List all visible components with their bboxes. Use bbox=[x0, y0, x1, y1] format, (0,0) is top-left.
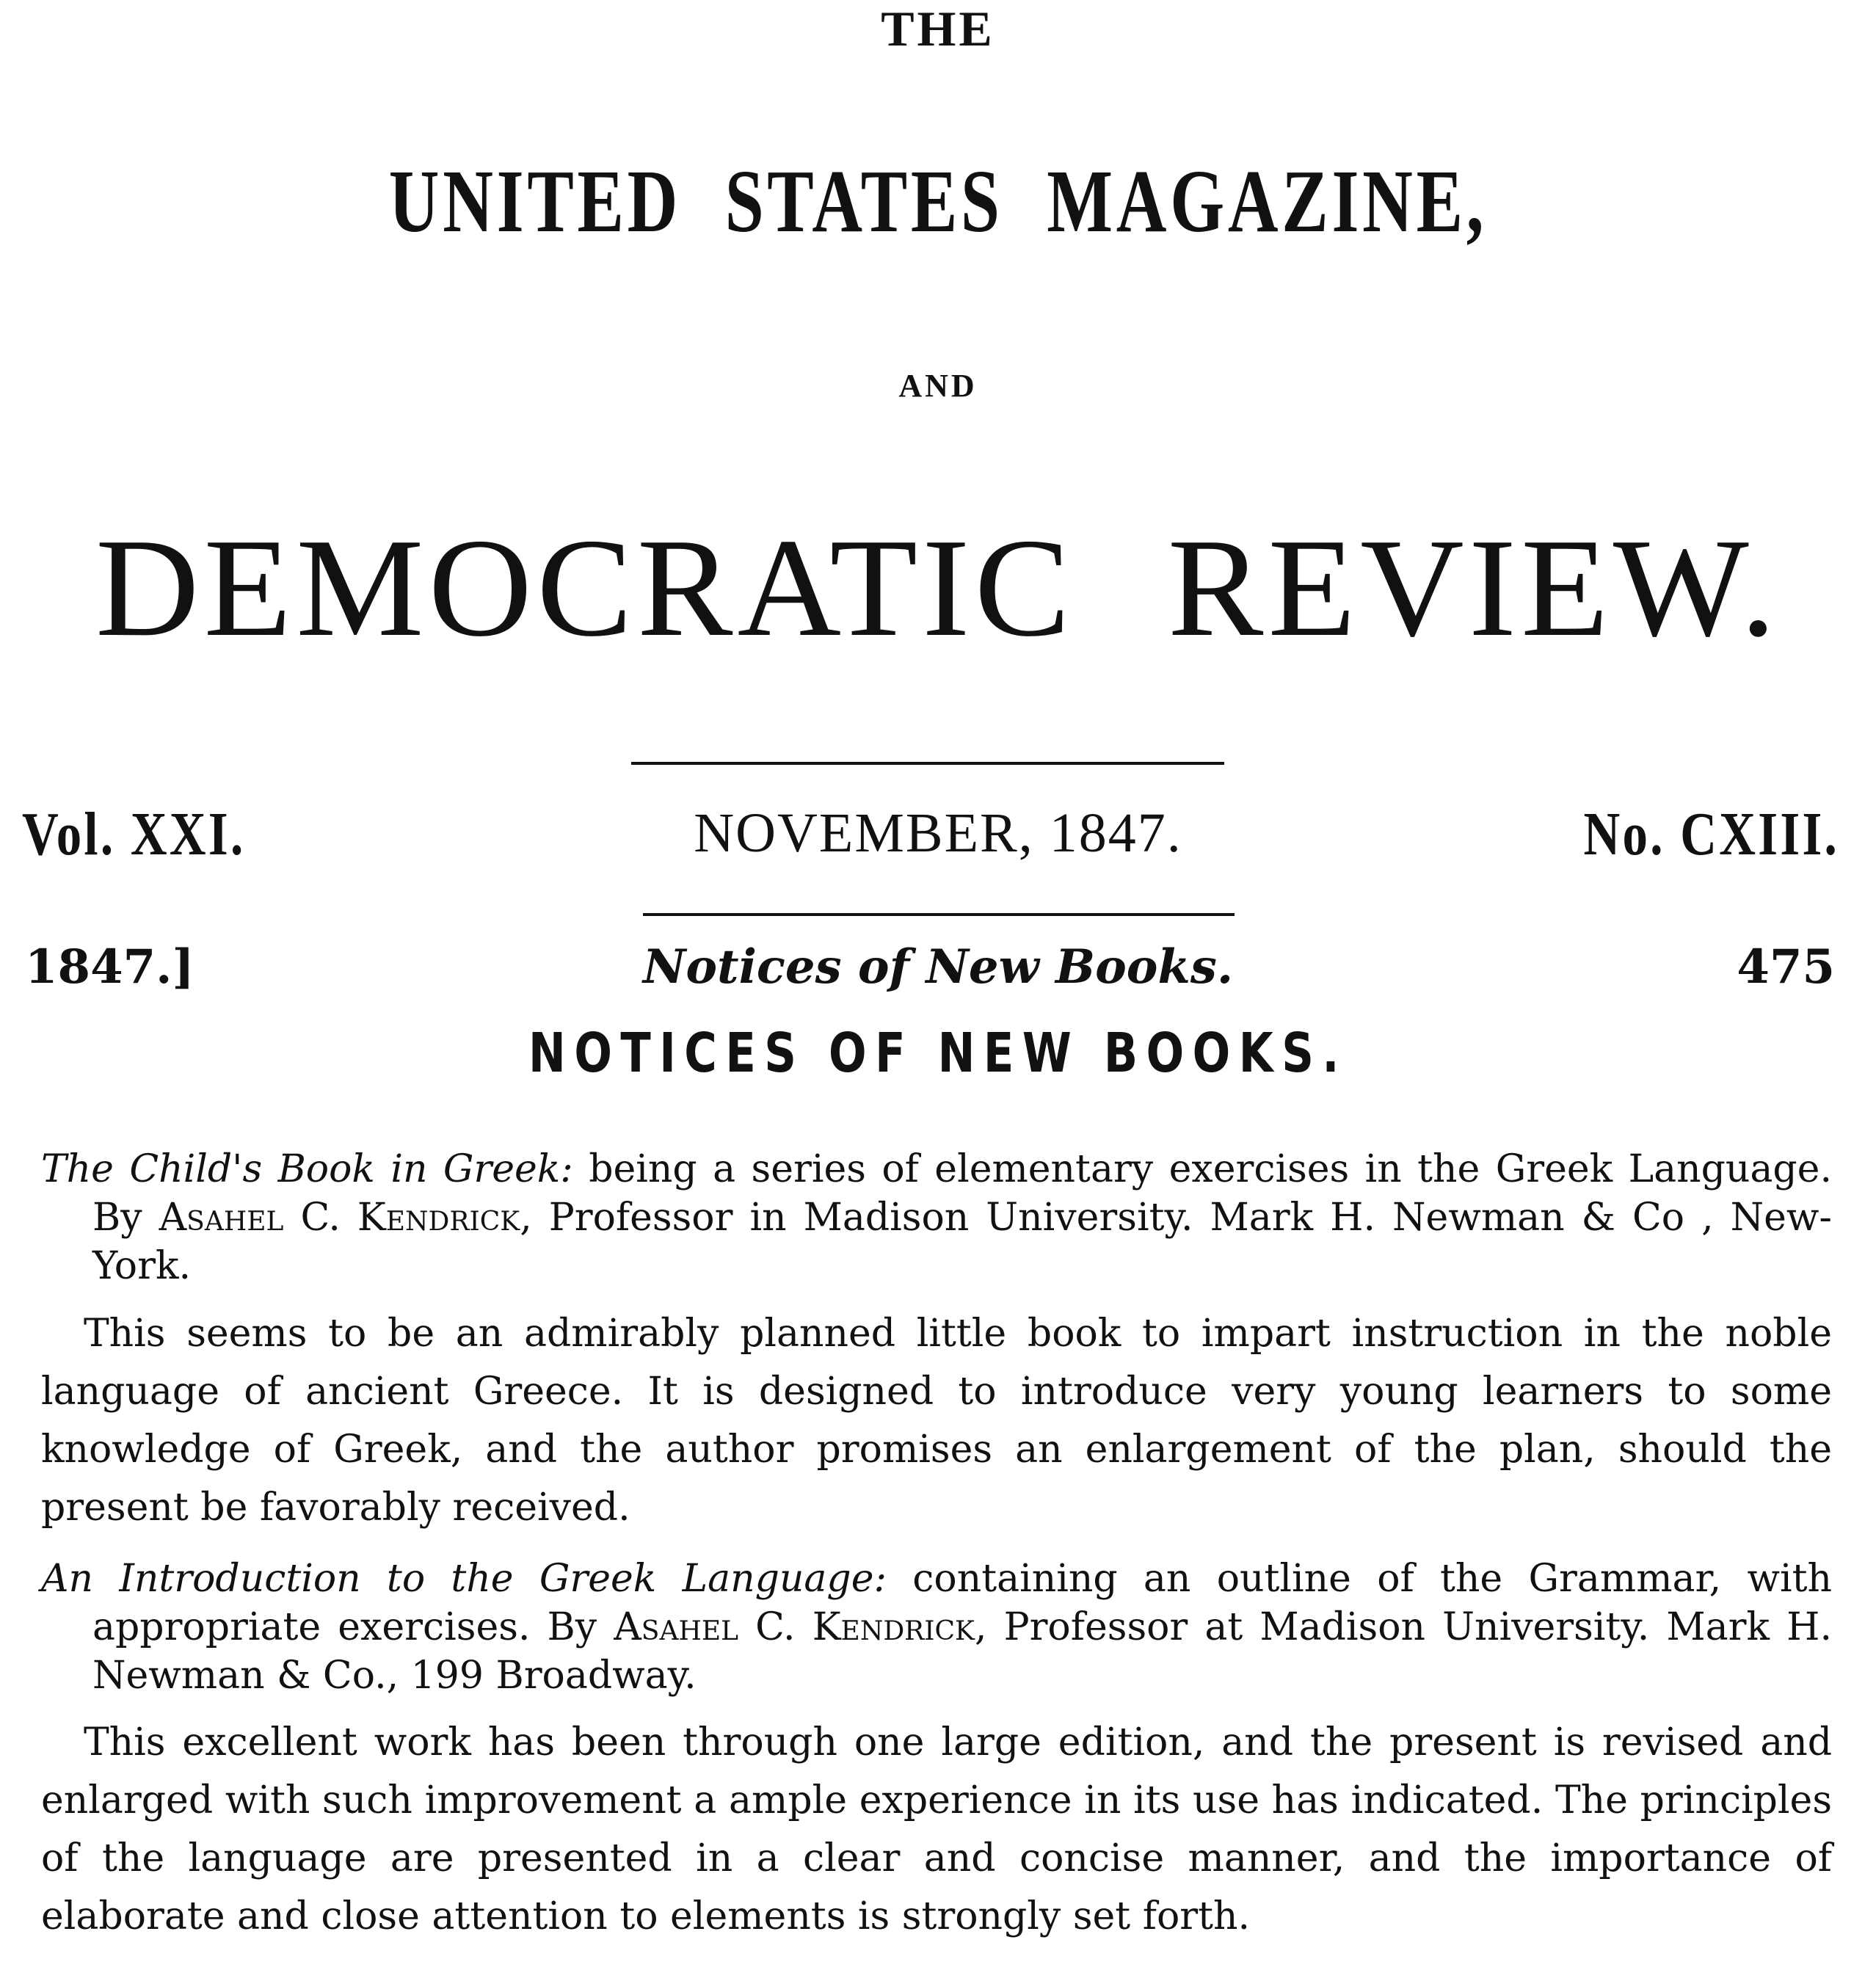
book-title: The Child's Book in Greek: bbox=[41, 1147, 573, 1191]
issue-date: NOVEMBER, 1847. bbox=[694, 802, 1182, 864]
section-title: NOTICES OF NEW BOOKS. bbox=[528, 1022, 1348, 1085]
book-entry bbox=[41, 1145, 1832, 1290]
volume-label: Vol. XXI. bbox=[22, 800, 246, 868]
book-review: This seems to be an admirably planned little book to impart instruction in the noble language of ancient Greece. It is designed to introduce very young learners to some knowledge of Greek, and the author promises an enlargement of the plan, should the present be favorably received. bbox=[41, 1312, 1832, 1530]
book-author: Asahel C. Kendrick bbox=[159, 1196, 520, 1240]
book-description: being a series of elementary exercises in the Greek Language. By bbox=[92, 1147, 1832, 1240]
book-publisher: , Professor in Madison University. Mark H. Newman & Co , New-York. bbox=[92, 1196, 1832, 1288]
bottom-rule bbox=[643, 913, 1235, 916]
issue-number: No. CXIII. bbox=[1583, 800, 1839, 868]
page-number: 475 bbox=[1737, 939, 1835, 995]
book-citation bbox=[41, 1555, 1832, 1700]
masthead-title-line2: DEMOCRATIC REVIEW. bbox=[95, 509, 1781, 666]
book-description: containing an outline of the Grammar, with appropriate exercises. By bbox=[92, 1557, 1832, 1649]
book-title: An Introduction to the Greek Language: bbox=[41, 1557, 887, 1601]
book-publisher: , Professor at Madison University. Mark H. Newman & Co., 199 Broadway. bbox=[92, 1605, 1832, 1698]
masthead-title-line1: UNITED STATES MAGAZINE, bbox=[388, 152, 1488, 251]
book-review: This excellent work has been through one large edition, and the present is revised and enlarged with such improvement a ample experience in its use has indicated. The principles of the language are presented in a clear and concise manner, and the importance of elaborate and close attention to elements is strongly set forth. bbox=[41, 1720, 1832, 1938]
running-head-title: Notices of New Books. bbox=[642, 939, 1234, 995]
book-author: Asahel C. Kendrick bbox=[614, 1605, 975, 1649]
book-citation bbox=[41, 1145, 1832, 1290]
masthead-the: THE bbox=[881, 1, 995, 57]
running-head-year: 1847.] bbox=[25, 939, 194, 995]
book-entry bbox=[41, 1555, 1832, 1700]
top-rule bbox=[631, 762, 1224, 765]
masthead-and: AND bbox=[898, 368, 978, 404]
